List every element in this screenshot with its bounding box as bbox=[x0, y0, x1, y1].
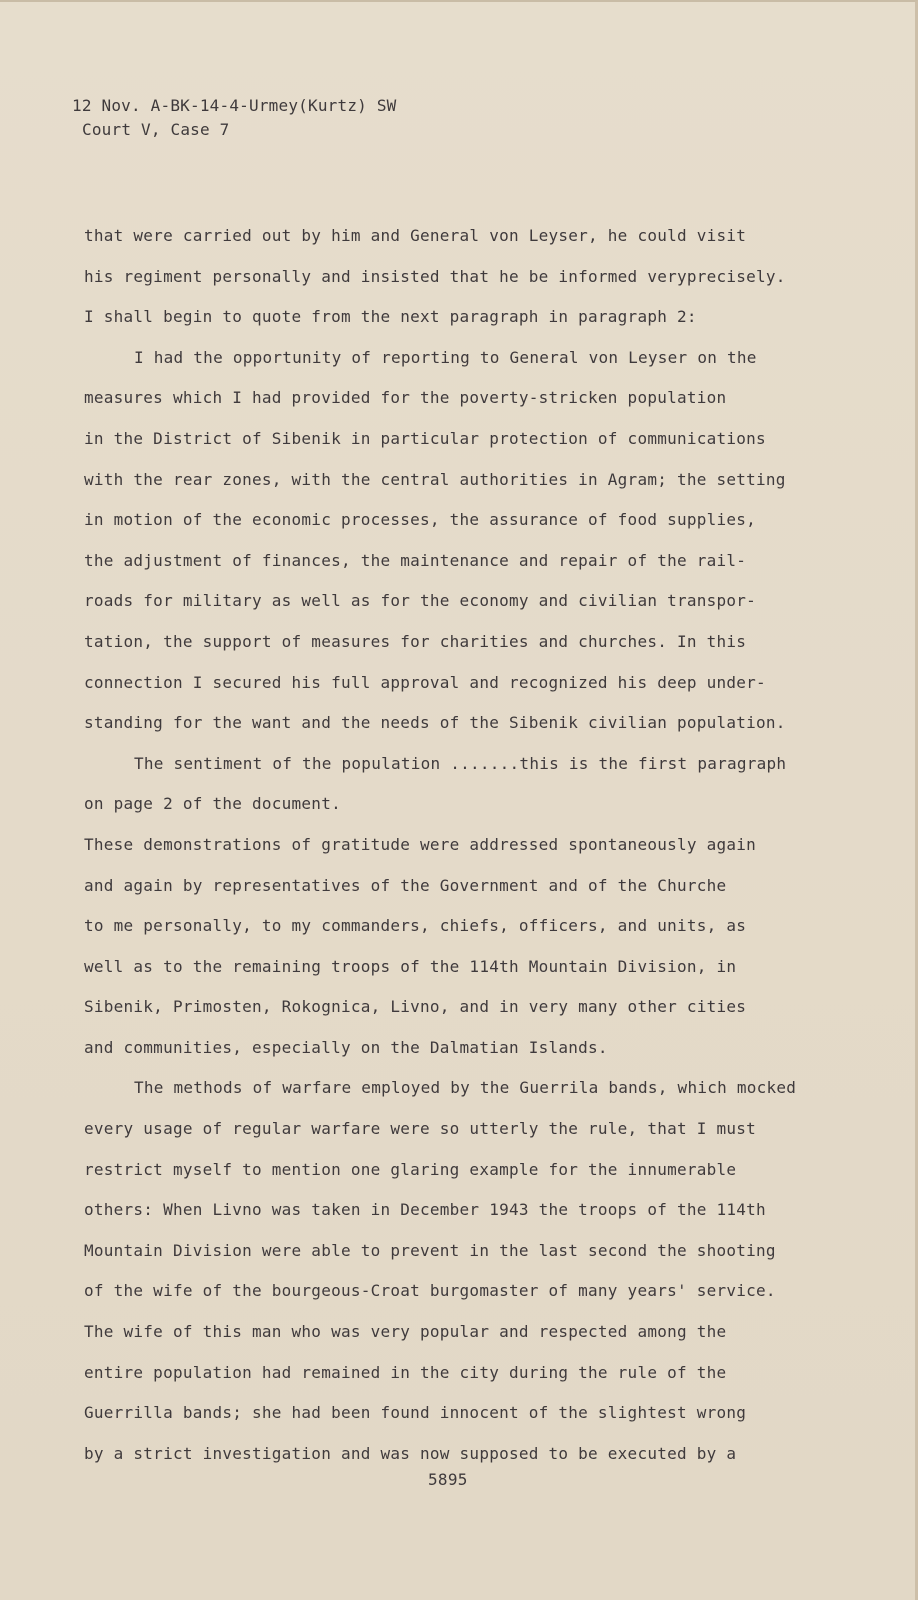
text-line: well as to the remaining troops of the 114th Mountain Division, in bbox=[84, 956, 737, 976]
text-line: I shall begin to quote from the next paragraph in paragraph 2: bbox=[84, 307, 697, 327]
page-number: 5895 bbox=[428, 1470, 468, 1489]
text-line: every usage of regular warfare were so utterly the rule, that I must bbox=[84, 1119, 757, 1139]
text-line: standing for the want and the needs of the Sibenik civilian population. bbox=[84, 713, 786, 733]
text-line: Guerrilla bands; she had been found innocent of the slightest wrong bbox=[84, 1403, 747, 1423]
text-line: The wife of this man who was very popular and respected among the bbox=[84, 1322, 727, 1342]
text-line: These demonstrations of gratitude were addressed spontaneously again bbox=[84, 834, 757, 854]
text-line: Mountain Division were able to prevent in the last second the shooting bbox=[84, 1240, 776, 1260]
text-line: and communities, especially on the Dalmatian Islands. bbox=[84, 1037, 608, 1057]
text-line: his regiment personally and insisted that he be informed veryprecisely. bbox=[84, 266, 786, 286]
header-line-court-case: Court V, Case 7 bbox=[82, 120, 230, 139]
text-line: roads for military as well as for the economy and civilian transpor- bbox=[84, 591, 757, 611]
text-line: in motion of the economic processes, the assurance of food supplies, bbox=[84, 510, 757, 530]
document-body bbox=[84, 216, 844, 1474]
text-line: the adjustment of finances, the maintenance and repair of the rail- bbox=[84, 550, 747, 570]
text-line: connection I secured his full approval and recognized his deep under- bbox=[84, 672, 766, 692]
text-line: tation, the support of measures for charities and churches. In this bbox=[84, 631, 747, 651]
text-line: entire population had remained in the city during the rule of the bbox=[84, 1362, 727, 1382]
text-line: others: When Livno was taken in December 1943 the troops of the 114th bbox=[84, 1200, 766, 1220]
text-line: to me personally, to my commanders, chiefs, officers, and units, as bbox=[84, 916, 747, 936]
text-line: restrict myself to mention one glaring example for the innumerable bbox=[84, 1159, 737, 1179]
header-line-date-reference: 12 Nov. A-BK-14-4-Urmey(Kurtz) SW bbox=[72, 96, 397, 115]
text-line: with the rear zones, with the central authorities in Agram; the setting bbox=[84, 469, 786, 489]
text-line: in the District of Sibenik in particular protection of communications bbox=[84, 428, 766, 448]
text-line: The sentiment of the population .......this is the first paragraph bbox=[134, 753, 787, 773]
text-line: and again by representatives of the Government and of the Churche bbox=[84, 875, 727, 895]
text-line: that were carried out by him and General von Leyser, he could visit bbox=[84, 226, 747, 245]
text-line: on page 2 of the document. bbox=[84, 794, 341, 814]
text-line: I had the opportunity of reporting to General von Leyser on the bbox=[134, 347, 757, 367]
text-line: measures which I had provided for the poverty-stricken population bbox=[84, 388, 727, 408]
text-line: The methods of warfare employed by the Guerrila bands, which mocked bbox=[134, 1078, 797, 1098]
text-line: of the wife of the bourgeous-Croat burgomaster of many years' service. bbox=[84, 1281, 776, 1301]
text-line: Sibenik, Primosten, Rokognica, Livno, and in very many other cities bbox=[84, 997, 747, 1017]
text-line: by a strict investigation and was now supposed to be executed by a bbox=[84, 1443, 737, 1463]
document-header bbox=[72, 94, 396, 142]
